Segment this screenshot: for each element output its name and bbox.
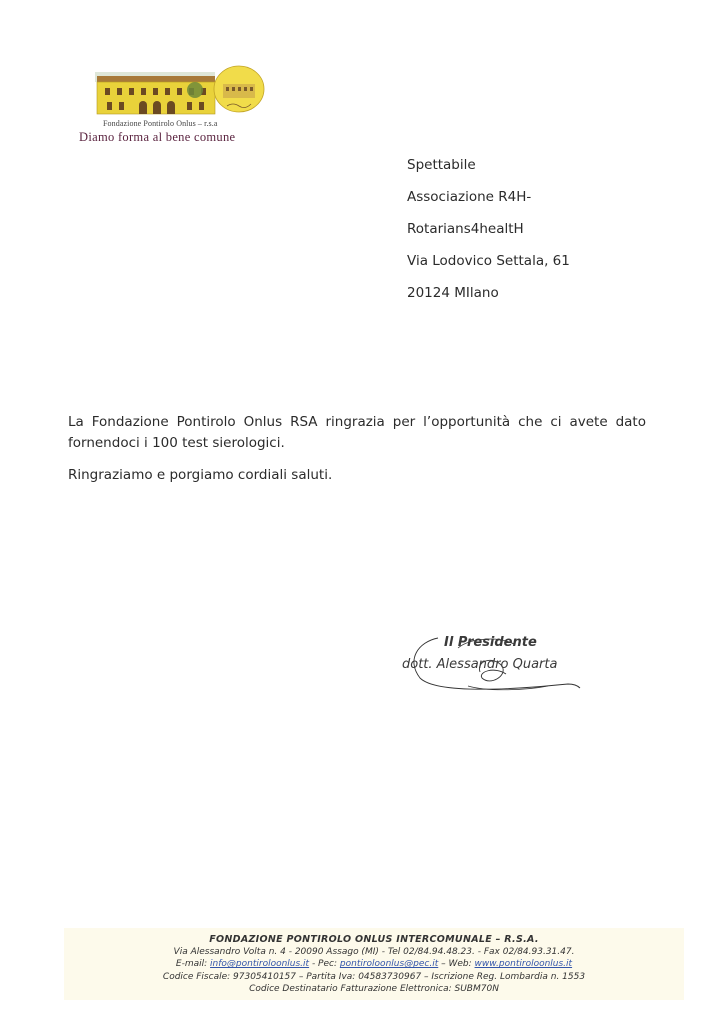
footer-einvoice: Codice Destinatario Fatturazione Elettronica: SUBM70N [249,983,499,994]
email-label: E-mail: [175,959,208,970]
pec-link[interactable]: pontiroloonlus@pec.it [339,959,439,970]
letterhead [79,62,275,145]
body-paragraph: La Fondazione Pontirolo Onlus RSA ringrazia per l’opportunità che ci avete dato fornendoci i 100 test sierologici. [68,414,646,451]
web-label: – Web: [441,959,472,970]
footer-org-name: FONDAZIONE PONTIROLO ONLUS INTERCOMUNALE – R.S.A. [209,934,539,945]
recipient-line: Associazione R4H- [407,189,532,205]
recipient-line: Spettabile [407,157,476,173]
pec-label: - Pec: [311,959,338,970]
motto: Diamo forma al bene comune [79,130,236,144]
footer-address: Via Alessandro Volta n. 4 - 20090 Assago (MI) - Tel 02/84.94.48.23. - Fax 02/84.93.31.47. [173,947,575,958]
recipient-line: 20124 MIlano [407,285,499,301]
email-link[interactable]: info@pontiroloonlus.it [210,959,310,970]
footer-fiscal: Codice Fiscale: 97305410157 – Partita Iva: 04583730967 – Iscrizione Reg. Lombardia n. 1553 [162,971,586,982]
body-paragraph: Ringraziamo e porgiamo cordiali saluti. [68,467,333,483]
letter-footer [64,928,684,1000]
web-link[interactable]: www.pontiroloonlus.it [474,959,573,970]
recipient-line: Via Lodovico Settala, 61 [407,253,570,269]
foundation-logo [95,62,267,118]
letter-body [68,412,646,497]
recipient-line: Rotarians4healtH [407,221,524,237]
footer-contacts [64,958,684,970]
signer-name: dott. Alessandro Quarta [402,657,558,672]
recipient-address [407,155,570,315]
logo-caption: Fondazione Pontirolo Onlus – r.s.a [103,119,218,128]
signature-block [398,630,583,700]
signer-title: Il Presidente [444,635,537,650]
